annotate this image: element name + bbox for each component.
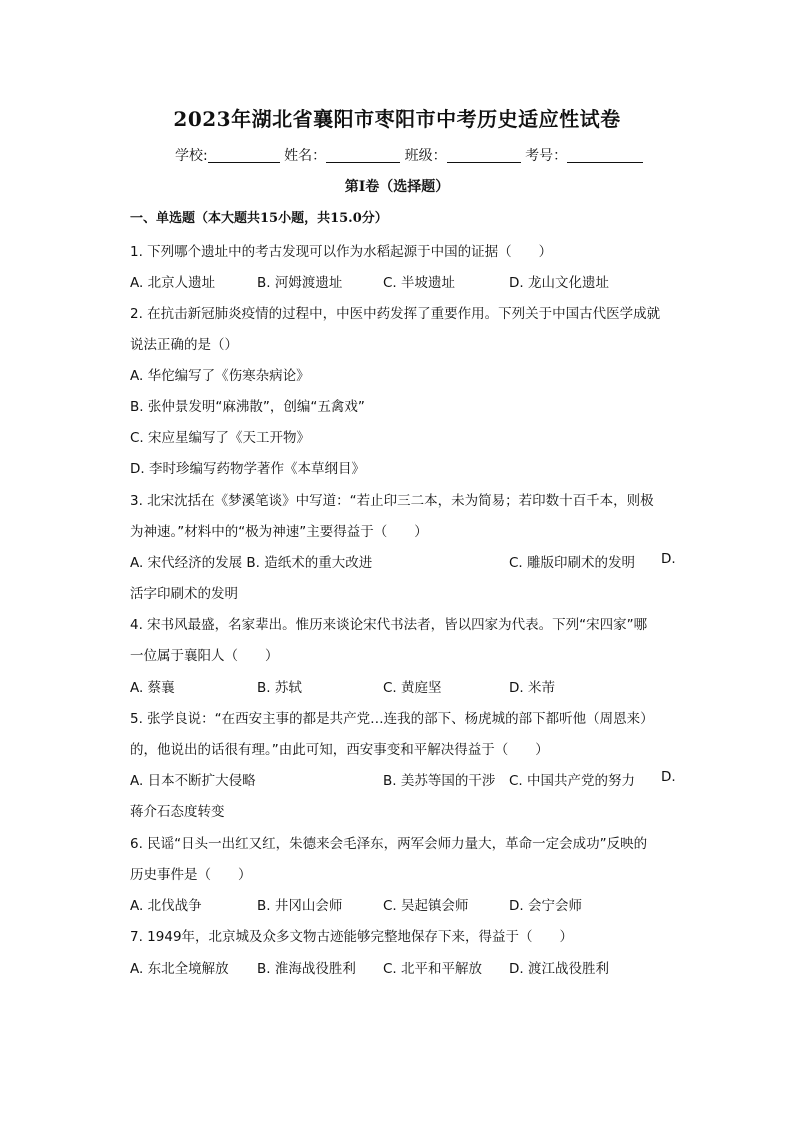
- school-blank[interactable]: [208, 148, 280, 163]
- question-7-option-b: B. 淮海战役胜利: [257, 961, 356, 977]
- question-7-option-c: C. 北平和平解放: [383, 961, 483, 977]
- question-2-option-d: D. 李时珍编写药物学著作《本草纲目》: [130, 461, 365, 477]
- question-3-option-d-text: 活字印刷术的发明: [130, 586, 238, 602]
- question-5-stem-line-2: 的，他说出的话很有理。”由此可知，西安事变和平解决得益于（ ）: [130, 742, 549, 758]
- question-7-option-d: D. 渡江战役胜利: [509, 961, 609, 977]
- question-3-option-ab: A. 宋代经济的发展 B. 造纸术的重大改进: [130, 555, 373, 571]
- question-5-option-b: B. 美苏等国的干涉: [383, 773, 496, 789]
- section-title: 第Ⅰ卷（选择题）: [344, 179, 450, 195]
- question-3-stem-line-1: 3. 北宋沈括在《梦溪笔谈》中写道：“若止印三二本，未为简易；若印数十百千本，则极: [130, 493, 654, 509]
- question-1-option-c: C. 半坡遗址: [383, 275, 456, 291]
- question-3-option-c: C. 雕版印刷术的发明: [509, 555, 636, 571]
- question-6-stem-line-2: 历史事件是（ ）: [130, 867, 252, 883]
- question-5-option-d-label: D.: [661, 769, 676, 785]
- question-1-option-a: A. 北京人遗址: [130, 275, 216, 291]
- exam-title: 2023年湖北省襄阳市枣阳市中考历史适应性试卷: [173, 107, 621, 131]
- question-6-option-c: C. 吴起镇会师: [383, 898, 469, 914]
- exam-number-label: 考号：: [525, 148, 568, 164]
- student-info-line: [175, 145, 643, 165]
- question-5-stem-line-1: 5. 张学良说：“在西安主事的都是共产党…连我的部下、杨虎城的部下都听他（周恩来）: [130, 711, 654, 727]
- exam-number-blank[interactable]: [567, 148, 643, 163]
- question-3-option-d-label: D.: [661, 551, 676, 567]
- question-4-option-d: D. 米芾: [509, 680, 555, 696]
- question-1-option-b: B. 河姆渡遗址: [257, 275, 343, 291]
- question-4-option-c: C. 黄庭坚: [383, 680, 442, 696]
- question-6-stem-line-1: 6. 民谣“日头一出红又红，朱德来会毛泽东，两军会师力量大，革命一定会成功”反映的: [130, 836, 648, 852]
- name-blank[interactable]: [326, 148, 400, 163]
- question-7-stem: 7. 1949年，北京城及众多文物古迹能够完整地保存下来，得益于（ ）: [130, 929, 574, 945]
- question-1-option-d: D. 龙山文化遗址: [509, 275, 609, 291]
- question-2-option-c: C. 宋应星编写了《天工开物》: [130, 430, 311, 446]
- school-label: 学校:: [175, 148, 208, 164]
- question-5-option-d-text: 蒋介石态度转变: [130, 804, 225, 820]
- question-3-stem-line-2: 为神速。”材料中的“极为神速”主要得益于（ ）: [130, 524, 428, 540]
- question-2-option-a: A. 华佗编写了《伤寒杂病论》: [130, 368, 310, 384]
- section-heading: 一、单选题（本大题共15小题，共15.0分）: [130, 211, 388, 226]
- name-label: 姓名：: [284, 148, 327, 164]
- question-6-option-a: A. 北伐战争: [130, 898, 202, 914]
- class-label: 班级：: [404, 148, 447, 164]
- question-4-stem-line-2: 一位属于襄阳人（ ）: [130, 648, 279, 664]
- question-2-stem-line-2: 说法正确的是（）: [130, 337, 238, 353]
- question-7-option-a: A. 东北全境解放: [130, 961, 229, 977]
- question-2-option-b: B. 张仲景发明“麻沸散”，创编“五禽戏”: [130, 399, 365, 415]
- question-5-option-a: A. 日本不断扩大侵略: [130, 773, 256, 789]
- class-blank[interactable]: [447, 148, 521, 163]
- question-4-stem-line-1: 4. 宋书风最盛，名家辈出。惟历来谈论宋代书法者，皆以四家为代表。下列“宋四家”哪: [130, 617, 648, 633]
- question-5-option-c: C. 中国共产党的努力: [509, 773, 636, 789]
- question-2-stem-line-1: 2. 在抗击新冠肺炎疫情的过程中，中医中药发挥了重要作用。下列关于中国古代医学成就: [130, 306, 661, 322]
- question-4-option-a: A. 蔡襄: [130, 680, 175, 696]
- question-4-option-b: B. 苏轼: [257, 680, 302, 696]
- question-6-option-d: D. 会宁会师: [509, 898, 582, 914]
- question-6-option-b: B. 井冈山会师: [257, 898, 343, 914]
- question-1-stem: 1. 下列哪个遗址中的考古发现可以作为水稻起源于中国的证据（ ）: [130, 244, 553, 260]
